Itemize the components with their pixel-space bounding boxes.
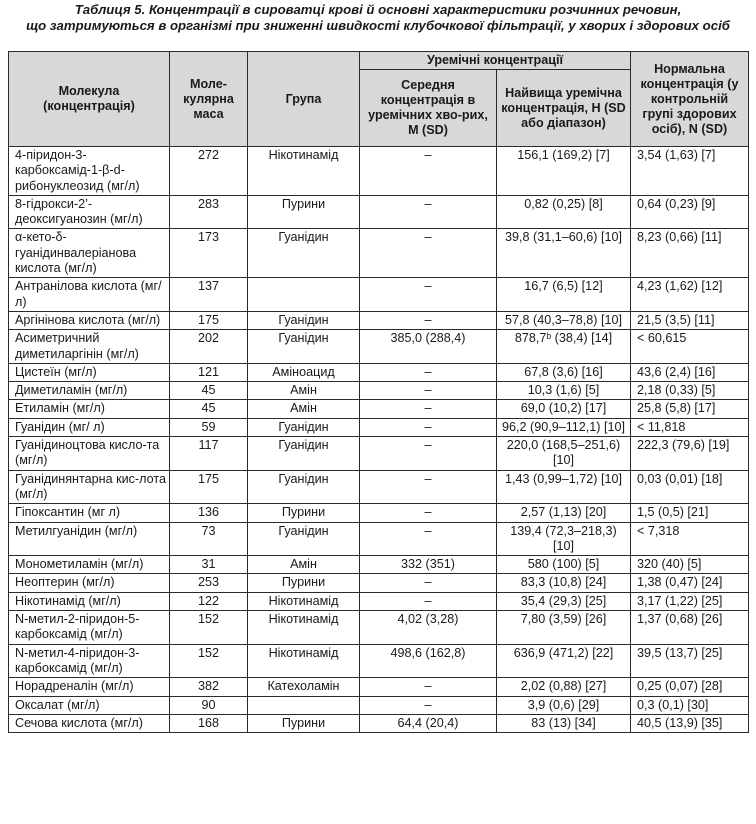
cell-highest: 69,0 (10,2) [17] xyxy=(497,400,631,418)
data-table xyxy=(8,51,749,733)
cell-mean: – xyxy=(360,418,497,436)
cell-mean: – xyxy=(360,574,497,592)
cell-mass: 283 xyxy=(170,195,248,229)
cell-highest: 67,8 (3,6) [16] xyxy=(497,363,631,381)
cell-mean: – xyxy=(360,504,497,522)
cell-mass: 136 xyxy=(170,504,248,522)
cell-molecule: N-метил-4-піридон-3-карбоксамід (мг/л) xyxy=(9,644,170,678)
cell-molecule: Сечова кислота (мг/л) xyxy=(9,714,170,732)
table-row xyxy=(9,400,749,418)
cell-mass: 168 xyxy=(170,714,248,732)
cell-highest: 636,9 (471,2) [22] xyxy=(497,644,631,678)
cell-mass: 152 xyxy=(170,644,248,678)
cell-normal: 8,23 (0,66) [11] xyxy=(631,229,749,278)
cell-molecule: Етиламін (мг/л) xyxy=(9,400,170,418)
header-normal: Нормальна концентрація (у контрольній групі здорових осіб), N (SD) xyxy=(631,52,749,147)
table-row xyxy=(9,437,749,471)
cell-group: Пурини xyxy=(248,574,360,592)
cell-normal: 0,3 (0,1) [30] xyxy=(631,696,749,714)
cell-molecule: 4-піридон-3-карбоксамід-1-β-d-рибонуклеозид (мг/л) xyxy=(9,147,170,196)
cell-group: Нікотинамід xyxy=(248,592,360,610)
cell-normal: 1,38 (0,47) [24] xyxy=(631,574,749,592)
cell-highest: 1,43 (0,99–1,72) [10] xyxy=(497,470,631,504)
header-mass: Моле-кулярна маса xyxy=(170,52,248,147)
cell-molecule: Диметиламін (мг/л) xyxy=(9,382,170,400)
cell-molecule: 8-гідрокси-2’-деоксигуанозин (мг/л) xyxy=(9,195,170,229)
cell-molecule: Антранілова кислота (мг/л) xyxy=(9,278,170,312)
cell-group: Нікотинамід xyxy=(248,147,360,196)
cell-mass: 121 xyxy=(170,363,248,381)
cell-mass: 122 xyxy=(170,592,248,610)
cell-normal: 4,23 (1,62) [12] xyxy=(631,278,749,312)
cell-mass: 152 xyxy=(170,611,248,645)
cell-mass: 45 xyxy=(170,382,248,400)
cell-mean: 4,02 (3,28) xyxy=(360,611,497,645)
cell-highest: 16,7 (6,5) [12] xyxy=(497,278,631,312)
table-row xyxy=(9,556,749,574)
cell-highest: 156,1 (169,2) [7] xyxy=(497,147,631,196)
cell-highest: 0,82 (0,25) [8] xyxy=(497,195,631,229)
caption-line-1: Таблиця 5. Концентрації в сироватці крові й основні характеристики розчинних речовин, xyxy=(74,2,682,17)
cell-mass: 31 xyxy=(170,556,248,574)
table-row xyxy=(9,278,749,312)
table-row xyxy=(9,678,749,696)
cell-mass: 175 xyxy=(170,470,248,504)
cell-highest: 7,80 (3,59) [26] xyxy=(497,611,631,645)
cell-mass: 382 xyxy=(170,678,248,696)
cell-molecule: Оксалат (мг/л) xyxy=(9,696,170,714)
table-row xyxy=(9,382,749,400)
table-row xyxy=(9,522,749,556)
cell-group xyxy=(248,696,360,714)
cell-molecule: Монометиламін (мг/л) xyxy=(9,556,170,574)
cell-group: Амін xyxy=(248,556,360,574)
table-row xyxy=(9,644,749,678)
cell-mass: 137 xyxy=(170,278,248,312)
cell-normal: 0,64 (0,23) [9] xyxy=(631,195,749,229)
cell-mean: – xyxy=(360,592,497,610)
cell-mean: – xyxy=(360,470,497,504)
cell-mass: 173 xyxy=(170,229,248,278)
cell-highest: 83,3 (10,8) [24] xyxy=(497,574,631,592)
cell-molecule: N-метил-2-піридон-5-карбоксамід (мг/л) xyxy=(9,611,170,645)
cell-mean: – xyxy=(360,195,497,229)
cell-normal: 1,5 (0,5) [21] xyxy=(631,504,749,522)
cell-mean: – xyxy=(360,437,497,471)
cell-molecule: Гуанідин (мг/ л) xyxy=(9,418,170,436)
cell-normal: < 7,318 xyxy=(631,522,749,556)
header-mean: Середня концентрація в уремічних хво-рих, M (SD) xyxy=(360,70,497,147)
table-row xyxy=(9,611,749,645)
cell-mass: 202 xyxy=(170,330,248,364)
cell-molecule: α-кето-δ-гуанідинвалеріанова кислота (мг/л) xyxy=(9,229,170,278)
cell-mean: – xyxy=(360,696,497,714)
table-row xyxy=(9,147,749,196)
cell-highest: 39,8 (31,1–60,6) [10] xyxy=(497,229,631,278)
cell-group: Гуанідин xyxy=(248,330,360,364)
cell-normal: 40,5 (13,9) [35] xyxy=(631,714,749,732)
header-molecule: Молекула (концентрація) xyxy=(9,52,170,147)
cell-normal: 1,37 (0,68) [26] xyxy=(631,611,749,645)
cell-highest: 57,8 (40,3–78,8) [10] xyxy=(497,311,631,329)
table-row xyxy=(9,330,749,364)
cell-mean: – xyxy=(360,382,497,400)
table-row xyxy=(9,418,749,436)
table-row xyxy=(9,311,749,329)
cell-highest: 96,2 (90,9–112,1) [10] xyxy=(497,418,631,436)
cell-molecule: Норадреналін (мг/л) xyxy=(9,678,170,696)
cell-mean: – xyxy=(360,229,497,278)
cell-molecule: Нікотинамід (мг/л) xyxy=(9,592,170,610)
cell-normal: 3,54 (1,63) [7] xyxy=(631,147,749,196)
cell-highest: 35,4 (29,3) [25] xyxy=(497,592,631,610)
caption-line-2: що затримуються в організмі при зниженні швидкості клубочкової фільтрації, у хворих і здорових осіб xyxy=(26,18,730,33)
table-row xyxy=(9,363,749,381)
header-group: Група xyxy=(248,52,360,147)
cell-group: Амін xyxy=(248,382,360,400)
table-row xyxy=(9,470,749,504)
cell-mean: – xyxy=(360,147,497,196)
cell-group: Гуанідин xyxy=(248,418,360,436)
cell-mass: 59 xyxy=(170,418,248,436)
cell-normal: 21,5 (3,5) [11] xyxy=(631,311,749,329)
cell-highest: 878,7ᵇ (38,4) [14] xyxy=(497,330,631,364)
cell-mean: – xyxy=(360,522,497,556)
table-row xyxy=(9,229,749,278)
cell-group: Гуанідин xyxy=(248,311,360,329)
cell-group: Гуанідин xyxy=(248,470,360,504)
cell-mean: 64,4 (20,4) xyxy=(360,714,497,732)
table-row xyxy=(9,592,749,610)
cell-mass: 253 xyxy=(170,574,248,592)
cell-highest: 220,0 (168,5–251,6) [10] xyxy=(497,437,631,471)
cell-normal: 0,25 (0,07) [28] xyxy=(631,678,749,696)
cell-normal: 25,8 (5,8) [17] xyxy=(631,400,749,418)
cell-molecule: Неоптерин (мг/л) xyxy=(9,574,170,592)
cell-normal: 2,18 (0,33) [5] xyxy=(631,382,749,400)
cell-mass: 45 xyxy=(170,400,248,418)
cell-group: Нікотинамід xyxy=(248,644,360,678)
cell-normal: < 11,818 xyxy=(631,418,749,436)
cell-highest: 83 (13) [34] xyxy=(497,714,631,732)
table-caption xyxy=(0,0,756,34)
cell-group: Гуанідин xyxy=(248,437,360,471)
table-row xyxy=(9,714,749,732)
cell-mass: 272 xyxy=(170,147,248,196)
header-uremic: Уремічні концентрації xyxy=(360,52,631,70)
cell-normal: < 60,615 xyxy=(631,330,749,364)
cell-group: Пурини xyxy=(248,504,360,522)
cell-group: Катехоламін xyxy=(248,678,360,696)
cell-mean: – xyxy=(360,400,497,418)
cell-normal: 222,3 (79,6) [19] xyxy=(631,437,749,471)
cell-highest: 2,57 (1,13) [20] xyxy=(497,504,631,522)
cell-mass: 175 xyxy=(170,311,248,329)
table-row xyxy=(9,696,749,714)
cell-group xyxy=(248,278,360,312)
cell-mass: 90 xyxy=(170,696,248,714)
table-row xyxy=(9,574,749,592)
cell-group: Гуанідин xyxy=(248,229,360,278)
cell-normal: 320 (40) [5] xyxy=(631,556,749,574)
cell-molecule: Гіпоксантин (мг л) xyxy=(9,504,170,522)
cell-mean: – xyxy=(360,278,497,312)
table-body xyxy=(9,147,749,733)
cell-mass: 117 xyxy=(170,437,248,471)
cell-mean: 385,0 (288,4) xyxy=(360,330,497,364)
cell-group: Аміноацид xyxy=(248,363,360,381)
cell-normal: 39,5 (13,7) [25] xyxy=(631,644,749,678)
cell-mean: – xyxy=(360,363,497,381)
cell-molecule: Цистеїн (мг/л) xyxy=(9,363,170,381)
cell-molecule: Метилгуанідин (мг/л) xyxy=(9,522,170,556)
cell-molecule: Аргінінова кислота (мг/л) xyxy=(9,311,170,329)
cell-mean: – xyxy=(360,678,497,696)
cell-mean: 498,6 (162,8) xyxy=(360,644,497,678)
cell-group: Пурини xyxy=(248,714,360,732)
cell-highest: 10,3 (1,6) [5] xyxy=(497,382,631,400)
cell-mean: – xyxy=(360,311,497,329)
cell-highest: 580 (100) [5] xyxy=(497,556,631,574)
table-row xyxy=(9,195,749,229)
cell-group: Амін xyxy=(248,400,360,418)
cell-highest: 3,9 (0,6) [29] xyxy=(497,696,631,714)
table-header xyxy=(9,52,749,147)
cell-mass: 73 xyxy=(170,522,248,556)
cell-normal: 43,6 (2,4) [16] xyxy=(631,363,749,381)
cell-molecule: Гуанідинянтарна кис-лота (мг/л) xyxy=(9,470,170,504)
cell-group: Гуанідин xyxy=(248,522,360,556)
cell-normal: 0,03 (0,01) [18] xyxy=(631,470,749,504)
cell-group: Нікотинамід xyxy=(248,611,360,645)
cell-mean: 332 (351) xyxy=(360,556,497,574)
cell-normal: 3,17 (1,22) [25] xyxy=(631,592,749,610)
cell-molecule: Гуанідиноцтова кисло-та (мг/л) xyxy=(9,437,170,471)
cell-group: Пурини xyxy=(248,195,360,229)
cell-highest: 139,4 (72,3–218,3) [10] xyxy=(497,522,631,556)
cell-molecule: Асиметричний диметиларгінін (мг/л) xyxy=(9,330,170,364)
cell-highest: 2,02 (0,88) [27] xyxy=(497,678,631,696)
header-highest: Найвища уремічна концентрація, H (SD або діапазон) xyxy=(497,70,631,147)
table-row xyxy=(9,504,749,522)
